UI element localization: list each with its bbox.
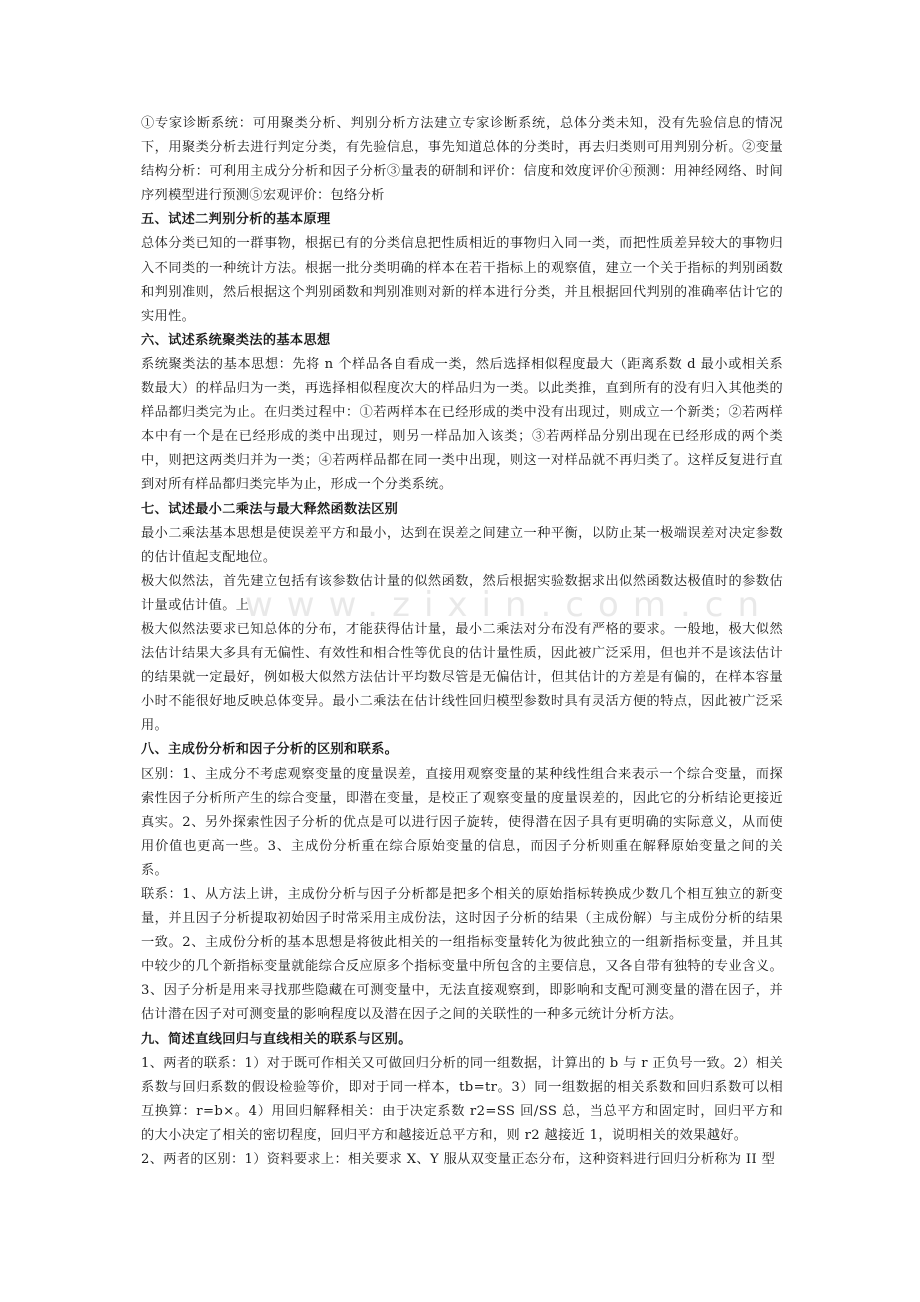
section-5-paragraph-1: 总体分类已知的一群事物，根据已有的分类信息把性质相近的事物归入同一类，而把性质差异较大的事物归入不同类的一种统计方法。根据一批分类明确的样本在若干指标上的观察值，建立一个关于指标的判别函数和判别准则，然后根据这个判别函数和判别准则对新的样本进行分类，并且根据回代判别的准确率估计它的实用性。 xyxy=(141,236,783,324)
section-8-paragraph-1: 区别：1、主成分不考虑观察变量的度量误差，直接用观察变量的某种线性组合来表示一个综合变量，而探索性因子分析所产生的综合变量，即潜在变量，是校正了观察变量的度量误差的，因此它的分析结论更接近真实。2、另外探索性因子分析的优点是可以进行因子旋转，使得潜在因子具有更明确的实际意义，从而使用价值也更高一些。3、主成份分析重在综合原始变量的信息，而因子分析则重在解释原始变量之间的关系。 xyxy=(141,766,783,878)
section-8-paragraph-2: 联系：1、从方法上讲，主成份分析与因子分析都是把多个相关的原始指标转换成少数几个相互独立的新变量，并且因子分析提取初始因子时常采用主成份法，这时因子分析的结果（主成份解）与主成份分析的结果一致。2、主成份分析的基本思想是将彼此相关的一组指标变量转化为彼此独立的一组新指标变量，并且其中较少的几个新指标变量就能综合反应原多个指标变量中所包含的主要信息，又各自带有独特的专业含义。3、因子分析是用来寻找那些隐藏在可测变量中，无法直接观察到，即影响和支配可测变量的潜在因子，并估计潜在因子对可测变量的影响程度以及潜在因子之间的关联性的一种多元统计分析方法。 xyxy=(141,887,783,1023)
section-9-heading: 九、简述直线回归与直线相关的联系与区别。 xyxy=(141,1031,412,1047)
section-7-paragraph-1: 最小二乘法基本思想是使误差平方和最小，达到在误差之间建立一种平衡，以防止某一极端误差对决定参数的估计值起支配地位。 xyxy=(141,525,783,565)
section-7-paragraph-3: 极大似然法要求已知总体的分布，才能获得估计量，最小二乘法对分布没有严格的要求。一般地，极大似然法估计结果大多具有无偏性、有效性和相合性等优良的估计量性质，因此被广泛采用，但也并不是该法估计的结果就一定最好，例如极大似然方法估计平均数尽管是无偏估计，但其估计的方差是有偏的，在样本容量小时不能很好地反映总体变异。最小二乘法在估计线性回归模型参数时具有灵活方便的特点，因此被广泛采用。 xyxy=(141,621,783,734)
document-body xyxy=(141,112,783,1172)
section-6-paragraph-1: 系统聚类法的基本思想：先将 n 个样品各自看成一类，然后选择相似程度最大（距离系数 d 最小或相关系数最大）的样品归为一类，再选择相似程度次大的样品归为一类。以此类推，直到所有的没有归入其他类的样品都归类完为止。在归类过程中：①若两样本在已经形成的类中没有出现过，则成立一个新类；②若两样本中有一个是在已经形成的类中出现过，则另一样品加入该类；③若两样品分别出现在已经形成的两个类中，则把这两类归并为一类；④若两样品都在同一类中出现，则这一对样品就不再归类了。这样反复进行直到对所有样品都归类完毕为止，形成一个分类系统。 xyxy=(141,356,783,493)
section-7-heading: 七、试述最小二乘法与最大释然函数法区别 xyxy=(141,501,399,517)
section-9-paragraph-2: 2、两者的区别：1）资料要求上：相关要求 X、Y 服从双变量正态分布，这种资料进行回归分析称为 II 型 xyxy=(141,1152,776,1168)
section-6-heading: 六、试述系统聚类法的基本思想 xyxy=(141,332,331,348)
section-7-paragraph-2: 极大似然法，首先建立包括有该参数估计量的似然函数，然后根据实验数据求出似然函数达极值时的参数估计量或估计值。上 xyxy=(141,573,783,613)
section-5-heading: 五、试述二判别分析的基本原理 xyxy=(141,212,331,228)
watermark: www.zixin.com.cn xyxy=(245,585,773,625)
section-8-heading: 八、主成份分析和因子分析的区别和联系。 xyxy=(141,742,399,758)
intro-paragraph: ①专家诊断系统：可用聚类分析、判别分析方法建立专家诊断系统，总体分类未知，没有先验信息的情况下，用聚类分析去进行判定分类，有先验信息，事先知道总体的分类时，再去归类则可用判别分析。②变量结构分析：可利用主成分分析和因子分析③量表的研制和评价：信度和效度评价④预测：用神经网络、时间序列模型进行预测⑤宏观评价：包络分析 xyxy=(141,116,783,204)
section-9-paragraph-1: 1、两者的联系：1）对于既可作相关又可做回归分析的同一组数据，计算出的 b 与 r 正负号一致。2）相关系数与回归系数的假设检验等价，即对于同一样本，tb=tr。3）同一组数据的相关系数和回归系数可以相互换算：r=b×。4）用回归解释相关：由于决定系数 r2=SS 回/SS 总，当总平方和固定时，回归平方和的大小决定了相关的密切程度，回归平方和越接近总平方和，则 r2 越接近 1，说明相关的效果越好。 xyxy=(141,1055,783,1143)
